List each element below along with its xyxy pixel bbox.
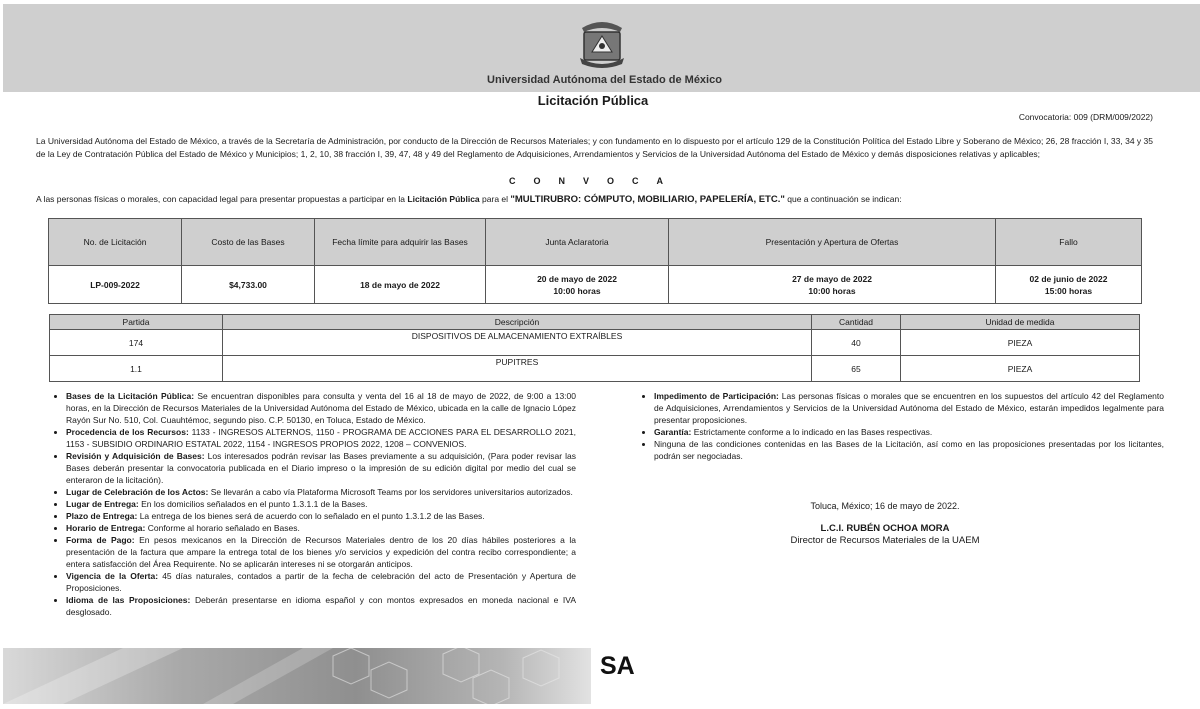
cell-descripcion: DISPOSITIVOS DE ALMACENAMIENTO EXTRAÍBLES — [223, 330, 812, 356]
invite-post: que a continuación se indican: — [784, 194, 902, 204]
list-item — [66, 486, 576, 498]
list-item — [66, 390, 576, 426]
item-text: Las personas físicas o morales que se encuentren en los supuestos del artículo 42 del Reglamento de Adquisiciones, Arrendamientos y Servicios de la Universidad Autónoma del Estado de México, estarán impedidos legalmente para presentar proposiciones. — [654, 391, 1164, 425]
item-text: La entrega de los bienes será de acuerdo con lo señalado en el punto 1.3.1.2 de las Bases. — [137, 511, 485, 521]
cell-unidad: PIEZA — [901, 356, 1140, 382]
cell-junta — [486, 266, 669, 304]
cell-partida: 174 — [50, 330, 223, 356]
item-label: Revisión y Adquisición de Bases: — [66, 451, 205, 461]
item-text: Se llevarán a cabo vía Plataforma Microsoft Teams por los servidores universitarios autorizados. — [208, 487, 573, 497]
conditions-list-right — [640, 390, 1164, 462]
cell-costo: $4,733.00 — [182, 266, 315, 304]
col-descripcion: Descripción — [223, 315, 812, 330]
signer-role: Director de Recursos Materiales de la UAEM — [790, 535, 980, 546]
item-text: Deberán presentarse en idioma español y con montos expresados en moneda nacional e IVA desglosado. — [66, 595, 576, 617]
list-item — [66, 570, 576, 594]
col-fallo: Fallo — [996, 219, 1142, 266]
hexagon-pattern-icon — [3, 648, 591, 704]
item-label: Lugar de Celebración de los Actos: — [66, 487, 209, 497]
list-item — [66, 522, 576, 534]
signer-name: L.C.I. RUBÉN OCHOA MORA — [820, 523, 950, 534]
item-text: 45 días naturales, contados a partir de la fecha de celebración del acto de Presentación y Apertura de Proposiciones. — [66, 571, 576, 593]
list-item — [654, 426, 1164, 438]
list-item — [654, 390, 1164, 426]
intro-paragraph: La Universidad Autónoma del Estado de México, a través de la Secretaría de Administración, por conducto de la Dirección de Recursos Materiales; y con fundamento en lo dispuesto por el artículo 129 de la Constitución Política del Estado Libre y Soberano de México; 26, 28 fracción I, 33, 34 y 35 de la Ley de Contratación Pública del Estado de México y Municipios; 1, 2, 10, 38 fracción I, 39, 47, 48 y 49 del Reglamento de Adquisiciones, Arrendamientos y Servicios de la Universidad Autónoma del Estado de México y demás disposiciones relativas y aplicables; — [36, 136, 1153, 159]
col-junta-aclaratoria: Junta Aclaratoria — [486, 219, 669, 266]
list-item — [66, 450, 576, 486]
table-header-row — [49, 219, 1142, 266]
footer-mark: SA — [600, 652, 635, 680]
university-name: Universidad Autónoma del Estado de México — [487, 74, 722, 86]
fallo-hora: 15:00 horas — [1044, 285, 1093, 296]
item-label: Plazo de Entrega: — [66, 511, 138, 521]
place-date: Toluca, México; 16 de mayo de 2022. — [810, 501, 960, 511]
list-item — [66, 426, 576, 450]
cell-fallo — [996, 266, 1142, 304]
col-cantidad: Cantidad — [812, 315, 901, 330]
licitacion-schedule-table — [48, 218, 1142, 304]
cell-cantidad: 65 — [812, 356, 901, 382]
cell-cantidad: 40 — [812, 330, 901, 356]
table-header-row — [50, 315, 1140, 330]
convoca-heading: CONVOCA — [508, 176, 681, 186]
item-label: Horario de Entrega: — [66, 523, 146, 533]
item-text: Se encuentran disponibles para consulta y venta del 16 al 18 de mayo de 2022, de 9:00 a 13:00 horas, en la Dirección de Recursos Materiales de la Universidad Autónoma del Estado de México, ubicada en la calle de Ignacio López Rayón Sur No. 510, Col. Cuauhtémoc, segundo piso. C.P. 50130, en Toluca, Estado de México. — [66, 391, 576, 425]
cell-licitacion: LP-009-2022 — [49, 266, 182, 304]
table-row — [49, 266, 1142, 304]
item-label: Procedencia de los Recursos: — [66, 427, 189, 437]
list-item — [66, 534, 576, 570]
cell-apertura — [669, 266, 996, 304]
item-text: En pesos mexicanos en la Dirección de Recursos Materiales dentro de los 20 días hábiles posteriores a la presentación de la factura que ampare la entrega total de los bienes y/o servicios y expedición del contra recibo correspondiente; a entera satisfacción del Área Requirente. No se aplicarán intereses ni se otorgarán anticipos. — [66, 535, 577, 569]
invite-mid: para el — [479, 194, 511, 204]
item-text: Ninguna de las condiciones contenidas en las Bases de la Licitación, así como en las proposiciones presentadas por los licitantes, podrán ser negociadas. — [654, 439, 1164, 461]
cell-fecha-limite: 18 de mayo de 2022 — [315, 266, 486, 304]
col-presentacion-apertura: Presentación y Apertura de Ofertas — [669, 219, 996, 266]
invite-bold-multirubro: "MULTIRUBRO: CÓMPUTO, MOBILIARIO, PAPELERÍA, ETC." — [510, 194, 785, 205]
invite-bold-licitacion: Licitación Pública — [407, 194, 480, 204]
fallo-fecha: 02 de junio de 2022 — [1029, 273, 1108, 284]
item-label: Impedimento de Participación: — [654, 391, 779, 401]
footer-decorative-banner — [3, 648, 591, 704]
col-fecha-limite: Fecha límite para adquirir las Bases — [315, 219, 486, 266]
item-label: Garantía: — [654, 427, 692, 437]
list-item — [654, 438, 1164, 462]
cell-partida: 1.1 — [50, 356, 223, 382]
page-title: Licitación Pública — [537, 93, 649, 108]
item-text: Conforme al horario señalado en Bases. — [145, 523, 300, 533]
partidas-table — [49, 314, 1140, 382]
item-label: Bases de la Licitación Pública: — [66, 391, 195, 401]
item-text: En los domicilios señalados en el punto 1.3.1.1 de la Bases. — [138, 499, 368, 509]
list-item — [66, 594, 576, 618]
invite-pre: A las personas físicas o morales, con capacidad legal para presentar propuestas a participar en la — [36, 194, 408, 204]
cell-unidad: PIEZA — [901, 330, 1140, 356]
junta-fecha: 20 de mayo de 2022 — [537, 273, 617, 284]
col-unidad: Unidad de medida — [901, 315, 1140, 330]
item-text: Los interesados podrán revisar las Bases previamente a su adquisición, (Para poder revisar las Bases deberán presentar la convocatoria publicada en el Diario impreso o la impresión de su edición digital por medio del cual se enteraron de la licitación). — [66, 451, 576, 485]
item-label: Vigencia de la Oferta: — [66, 571, 159, 581]
apertura-fecha: 27 de mayo de 2022 — [792, 273, 872, 284]
list-item — [66, 498, 576, 510]
table-row — [50, 356, 1140, 382]
item-label: Forma de Pago: — [66, 535, 135, 545]
header-banner — [3, 4, 1200, 92]
cell-descripcion: PUPITRES — [223, 356, 812, 382]
junta-hora: 10:00 horas — [553, 285, 601, 296]
invitation-text — [36, 194, 902, 205]
table-row — [50, 330, 1140, 356]
university-crest-icon — [574, 18, 630, 70]
conditions-list-left — [52, 390, 576, 618]
apertura-hora: 10:00 horas — [808, 285, 856, 296]
list-item — [66, 510, 576, 522]
item-label: Lugar de Entrega: — [66, 499, 139, 509]
item-label: Idioma de las Proposiciones: — [66, 595, 191, 605]
col-partida: Partida — [50, 315, 223, 330]
col-no-licitacion: No. de Licitación — [49, 219, 182, 266]
col-costo-bases: Costo de las Bases — [182, 219, 315, 266]
convocatoria-number: Convocatoria: 009 (DRM/009/2022) — [1018, 112, 1153, 122]
item-text: Estrictamente conforme a lo indicado en las Bases respectivas. — [691, 427, 933, 437]
item-text: 1133 - INGRESOS ALTERNOS, 1150 - PROGRAMA DE ACCIONES PARA EL DESARROLLO 2021, 1153 - SUBSIDIO ORDINARIO ESTATAL 2022, 1154 - INGRESOS PROPIOS 2022, 1208 – CONVENIOS. — [66, 427, 576, 449]
